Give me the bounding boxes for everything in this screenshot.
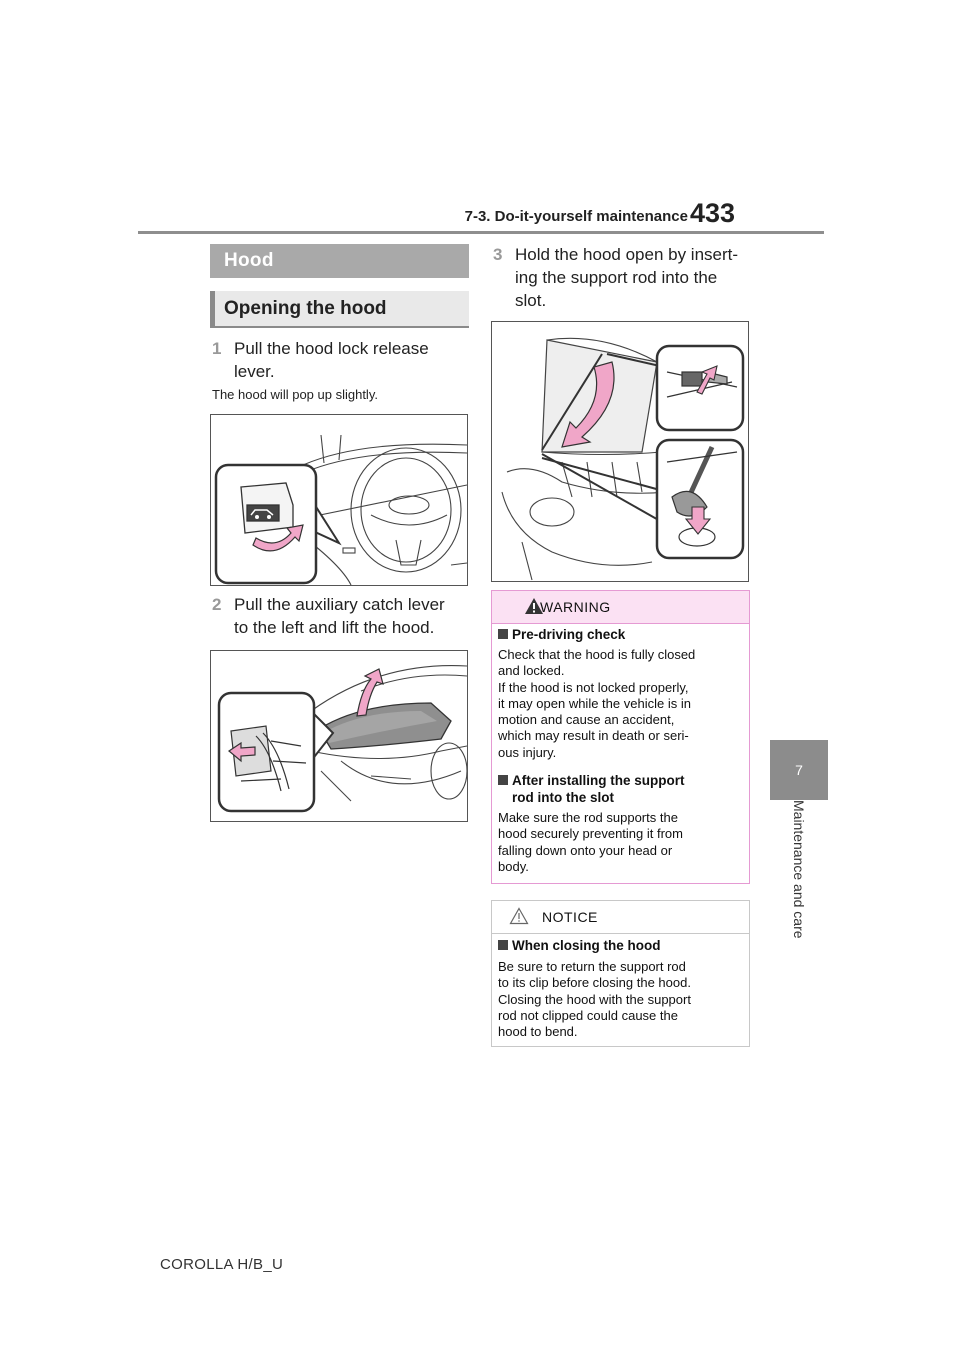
warning-header	[492, 591, 749, 624]
caution-triangle-icon	[509, 907, 529, 925]
step-1: 1 Pull the hood lock release lever.	[212, 339, 429, 381]
notice-item-1-heading: When closing the hood	[498, 937, 661, 954]
auxiliary-catch-lever-illustration	[210, 650, 468, 822]
warning-box	[491, 590, 750, 884]
hood-release-lever-illustration	[210, 414, 468, 586]
notice-box	[491, 900, 750, 1047]
support-rod-illustration	[491, 321, 749, 582]
warning-title: WARNING	[540, 599, 611, 615]
section-title: 7-3. Do-it-yourself maintenance	[464, 208, 688, 225]
model-footer: COROLLA H/B_U	[160, 1256, 284, 1273]
warning-item-2-body: Make sure the rod supports the hood securely preventing it from falling down onto your head or body.	[498, 810, 683, 874]
warning-item-1-heading: Pre-driving check	[498, 626, 625, 643]
step-1-note: The hood will pop up slightly.	[212, 387, 378, 402]
notice-item-1-body: Be sure to return the support rod to its clip before closing the hood. Closing the hood with the support rod not clipped could cause the hood to bend.	[498, 959, 691, 1040]
notice-title: NOTICE	[542, 909, 598, 925]
chapter-tab-label: Maintenance and care	[791, 800, 807, 939]
chapter-tab-number: 7	[770, 740, 828, 800]
step-2: 2 Pull the auxiliary catch lever to the left and lift the hood.	[212, 595, 445, 637]
warning-item-2-heading: After installing the support rod into the slot	[498, 772, 685, 806]
header-rule	[138, 231, 824, 234]
page-number: 433	[690, 198, 736, 228]
notice-header	[492, 901, 749, 934]
hood-heading: Hood	[210, 244, 469, 278]
opening-hood-heading: Opening the hood	[210, 291, 469, 328]
step-3: 3 Hold the hood open by insert- ing the support rod into the slot.	[493, 245, 739, 310]
warning-item-1-body: Check that the hood is fully closed and locked. If the hood is not locked properly, it may open while the vehicle is in motion and cause an accident, which may result in death or seri- ous injury.	[498, 647, 696, 760]
